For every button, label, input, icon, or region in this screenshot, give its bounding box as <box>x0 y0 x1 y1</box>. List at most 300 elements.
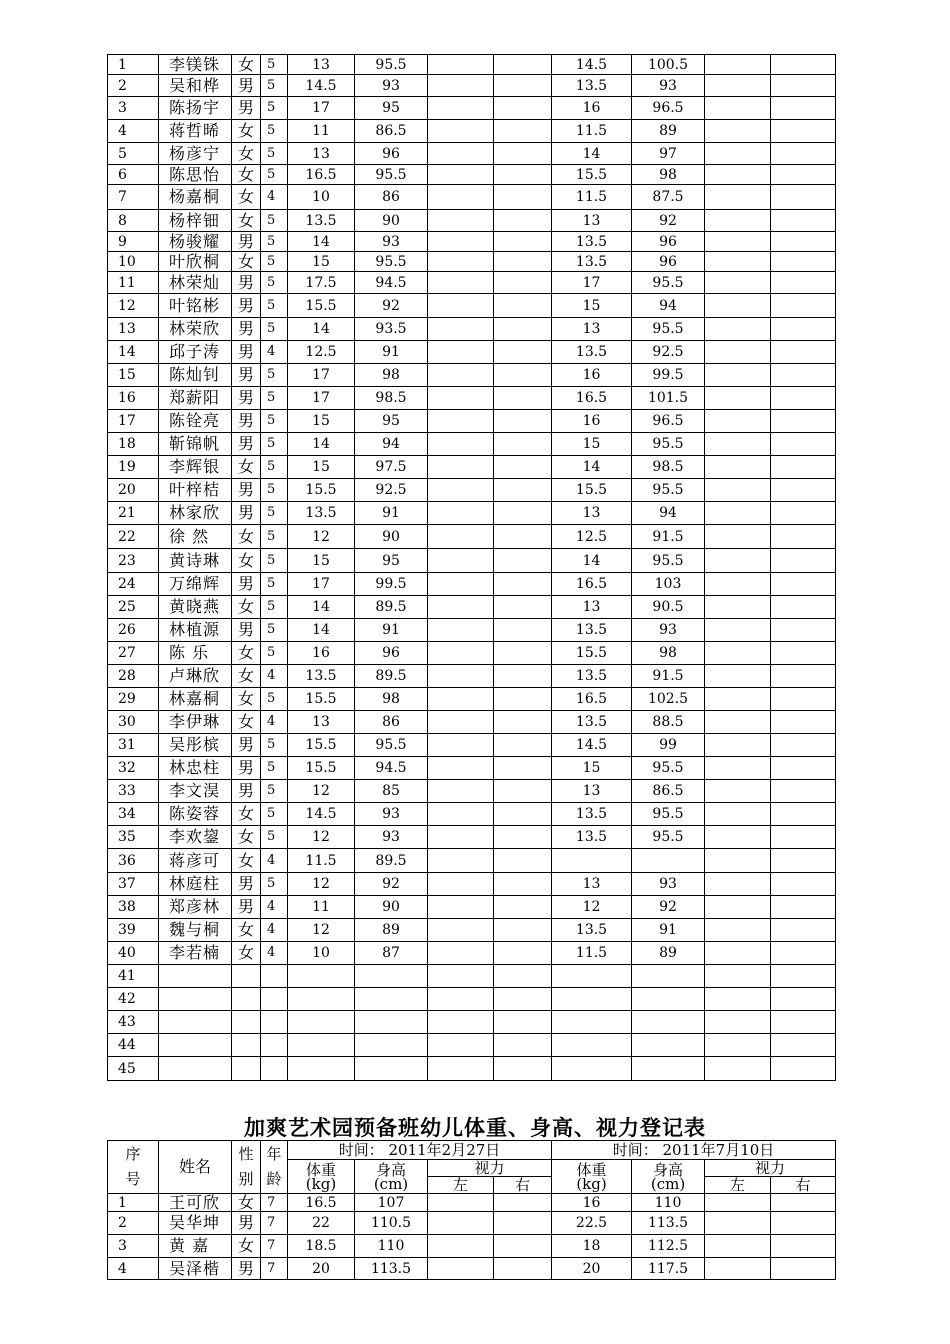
vision-right-feb <box>494 988 552 1011</box>
height-feb: 94.5 <box>355 272 428 294</box>
child-name: 叶梓桔 <box>159 479 232 502</box>
height-feb: 93 <box>355 803 428 826</box>
child-name: 吴彤槟 <box>159 734 232 757</box>
height-jul: 89 <box>632 942 705 965</box>
vision-right-feb <box>494 1057 552 1081</box>
height-jul: 95.5 <box>632 549 705 573</box>
header-weight-label: 体重 <box>305 1160 336 1179</box>
vision-left-jul <box>705 757 771 780</box>
weight-jul: 16 <box>552 364 632 387</box>
row-index: 39 <box>108 919 159 942</box>
weight-feb <box>288 1057 355 1081</box>
child-name: 蒋哲晞 <box>159 120 232 143</box>
height-feb: 94 <box>355 433 428 456</box>
header-time-1: 时间： 2011年2月27日 <box>288 1141 552 1160</box>
table-row <box>108 780 836 803</box>
child-sex: 男 <box>232 272 261 294</box>
child-sex: 女 <box>232 252 261 272</box>
vision-right-feb <box>494 341 552 364</box>
weight-jul: 13.5 <box>552 803 632 826</box>
header-age <box>261 1141 288 1194</box>
child-name: 林荣灿 <box>159 272 232 294</box>
vision-right-jul <box>771 387 836 410</box>
child-age: 5 <box>261 502 288 525</box>
child-sex: 男 <box>232 294 261 318</box>
table-2-title: 加爽艺术园预备班幼儿体重、身高、视力登记表 <box>244 1116 706 1140</box>
row-index: 40 <box>108 942 159 965</box>
vision-left-jul <box>705 55 771 75</box>
vision-right-feb <box>494 410 552 433</box>
vision-left-feb <box>428 1057 494 1081</box>
child-sex: 男 <box>232 757 261 780</box>
height-feb: 93 <box>355 75 428 97</box>
weight-feb: 20 <box>288 1258 355 1280</box>
height-jul: 117.5 <box>632 1258 705 1280</box>
registration-table-1 <box>107 54 836 1081</box>
height-jul: 99.5 <box>632 364 705 387</box>
row-index: 11 <box>108 272 159 294</box>
weight-jul: 13 <box>552 502 632 525</box>
vision-right-jul <box>771 525 836 549</box>
vision-left-jul <box>705 1034 771 1057</box>
vision-right-jul <box>771 252 836 272</box>
child-name: 吴华坤 <box>159 1212 232 1235</box>
vision-left-feb <box>428 433 494 456</box>
child-name <box>159 965 232 988</box>
child-age: 5 <box>261 387 288 410</box>
vision-left-feb <box>428 410 494 433</box>
vision-left-feb <box>428 919 494 942</box>
height-jul: 92 <box>632 896 705 919</box>
height-jul <box>632 1011 705 1034</box>
weight-feb: 15 <box>288 456 355 479</box>
header-age-top: 年 <box>266 1145 282 1163</box>
child-name: 杨彦宁 <box>159 143 232 165</box>
child-name <box>159 1057 232 1081</box>
height-jul: 94 <box>632 502 705 525</box>
table-row <box>108 757 836 780</box>
weight-feb: 14.5 <box>288 75 355 97</box>
vision-left-jul <box>705 143 771 165</box>
vision-left-feb <box>428 502 494 525</box>
vision-right-jul <box>771 433 836 456</box>
vision-right-feb <box>494 55 552 75</box>
height-feb: 97.5 <box>355 456 428 479</box>
vision-left-feb <box>428 318 494 341</box>
vision-left-feb <box>428 252 494 272</box>
vision-left-jul <box>705 165 771 185</box>
vision-left-feb <box>428 525 494 549</box>
table-row <box>108 120 836 143</box>
vision-right-jul <box>771 596 836 619</box>
vision-right-jul <box>771 410 836 433</box>
child-name: 陈 乐 <box>159 642 232 665</box>
child-name: 杨嘉桐 <box>159 185 232 210</box>
height-feb: 90 <box>355 896 428 919</box>
vision-left-feb <box>428 210 494 232</box>
child-name: 黄诗琳 <box>159 549 232 573</box>
vision-right-jul <box>771 1057 836 1081</box>
header-weight-unit: (kg) <box>305 1174 337 1193</box>
vision-right-jul <box>771 1011 836 1034</box>
weight-feb: 13.5 <box>288 210 355 232</box>
header-age-bottom: 龄 <box>266 1170 282 1188</box>
vision-left-feb <box>428 665 494 688</box>
child-sex: 女 <box>232 688 261 711</box>
child-age: 5 <box>261 210 288 232</box>
child-name: 林忠柱 <box>159 757 232 780</box>
weight-jul: 16 <box>552 410 632 433</box>
child-age: 5 <box>261 294 288 318</box>
weight-feb: 12 <box>288 873 355 896</box>
weight-feb: 11 <box>288 896 355 919</box>
height-feb: 85 <box>355 780 428 803</box>
vision-left-feb <box>428 341 494 364</box>
row-index: 15 <box>108 364 159 387</box>
child-name: 李若楠 <box>159 942 232 965</box>
height-jul: 95.5 <box>632 479 705 502</box>
weight-jul: 18 <box>552 1235 632 1258</box>
weight-jul <box>552 849 632 873</box>
vision-left-jul <box>705 1258 771 1280</box>
height-jul: 96 <box>632 252 705 272</box>
table-row <box>108 942 836 965</box>
height-feb: 89 <box>355 919 428 942</box>
weight-jul: 14 <box>552 456 632 479</box>
table-row <box>108 272 836 294</box>
weight-feb: 17.5 <box>288 272 355 294</box>
height-feb: 94.5 <box>355 757 428 780</box>
child-name <box>159 988 232 1011</box>
row-index: 30 <box>108 711 159 734</box>
height-jul <box>632 965 705 988</box>
vision-left-jul <box>705 849 771 873</box>
vision-left-jul <box>705 252 771 272</box>
child-sex: 男 <box>232 780 261 803</box>
height-jul <box>632 1057 705 1081</box>
weight-feb: 15.5 <box>288 294 355 318</box>
weight-feb: 17 <box>288 573 355 596</box>
weight-jul: 15 <box>552 757 632 780</box>
row-index: 5 <box>108 143 159 165</box>
child-age: 5 <box>261 873 288 896</box>
vision-left-feb <box>428 849 494 873</box>
row-index: 42 <box>108 988 159 1011</box>
height-jul: 110 <box>632 1194 705 1212</box>
vision-left-jul <box>705 185 771 210</box>
vision-right-jul <box>771 1258 836 1280</box>
height-feb: 92.5 <box>355 479 428 502</box>
vision-right-feb <box>494 573 552 596</box>
weight-feb <box>288 965 355 988</box>
child-name: 吴泽楷 <box>159 1258 232 1280</box>
row-index: 44 <box>108 1034 159 1057</box>
child-age: 5 <box>261 596 288 619</box>
row-index: 16 <box>108 387 159 410</box>
vision-right-feb <box>494 272 552 294</box>
height-feb: 87 <box>355 942 428 965</box>
vision-right-jul <box>771 120 836 143</box>
vision-right-jul <box>771 364 836 387</box>
vision-left-feb <box>428 1235 494 1258</box>
vision-right-jul <box>771 55 836 75</box>
height-jul: 94 <box>632 294 705 318</box>
vision-right-feb <box>494 479 552 502</box>
height-jul: 112.5 <box>632 1235 705 1258</box>
child-age: 5 <box>261 642 288 665</box>
child-sex: 女 <box>232 120 261 143</box>
table-row <box>108 573 836 596</box>
weight-feb: 10 <box>288 185 355 210</box>
child-name: 靳锦帆 <box>159 433 232 456</box>
weight-jul: 16 <box>552 1194 632 1212</box>
header-weight-1 <box>288 1160 355 1194</box>
vision-right-feb <box>494 873 552 896</box>
height-jul: 86.5 <box>632 780 705 803</box>
header-height-1 <box>355 1160 428 1194</box>
table-row <box>108 596 836 619</box>
weight-jul <box>552 965 632 988</box>
vision-right-feb <box>494 75 552 97</box>
weight-feb: 15 <box>288 410 355 433</box>
child-age: 5 <box>261 803 288 826</box>
header-height-label: 身高 <box>653 1160 684 1179</box>
table-row <box>108 1057 836 1081</box>
height-jul: 95.5 <box>632 757 705 780</box>
weight-jul <box>552 988 632 1011</box>
table-row <box>108 896 836 919</box>
table-row <box>108 185 836 210</box>
vision-left-feb <box>428 549 494 573</box>
weight-feb: 10 <box>288 942 355 965</box>
row-index: 6 <box>108 165 159 185</box>
weight-feb: 22 <box>288 1212 355 1235</box>
vision-left-feb <box>428 272 494 294</box>
vision-right-jul <box>771 826 836 849</box>
weight-jul: 15 <box>552 433 632 456</box>
vision-right-jul <box>771 318 836 341</box>
height-jul: 96.5 <box>632 410 705 433</box>
child-sex: 女 <box>232 711 261 734</box>
vision-left-jul <box>705 919 771 942</box>
vision-left-jul <box>705 272 771 294</box>
weight-jul <box>552 1011 632 1034</box>
child-sex: 女 <box>232 55 261 75</box>
height-feb: 98 <box>355 364 428 387</box>
table-row <box>108 210 836 232</box>
vision-right-jul <box>771 1034 836 1057</box>
table-row <box>108 803 836 826</box>
vision-left-jul <box>705 549 771 573</box>
table-row <box>108 341 836 364</box>
vision-left-feb <box>428 120 494 143</box>
row-index: 34 <box>108 803 159 826</box>
vision-right-feb <box>494 757 552 780</box>
height-feb: 86.5 <box>355 120 428 143</box>
vision-right-jul <box>771 143 836 165</box>
height-feb <box>355 1011 428 1034</box>
header-height-unit: (cm) <box>650 1174 686 1193</box>
table-row <box>108 988 836 1011</box>
height-feb: 107 <box>355 1194 428 1212</box>
child-age: 5 <box>261 573 288 596</box>
child-sex: 男 <box>232 479 261 502</box>
weight-feb: 17 <box>288 97 355 120</box>
vision-left-jul <box>705 456 771 479</box>
vision-right-jul <box>771 165 836 185</box>
vision-right-jul <box>771 272 836 294</box>
weight-jul: 16.5 <box>552 688 632 711</box>
vision-right-jul <box>771 896 836 919</box>
vision-right-feb <box>494 896 552 919</box>
weight-feb: 15.5 <box>288 688 355 711</box>
row-index: 4 <box>108 120 159 143</box>
weight-jul: 13.5 <box>552 619 632 642</box>
weight-feb: 17 <box>288 364 355 387</box>
vision-left-jul <box>705 873 771 896</box>
vision-right-feb <box>494 232 552 252</box>
vision-right-feb <box>494 97 552 120</box>
child-sex: 女 <box>232 596 261 619</box>
vision-right-jul <box>771 75 836 97</box>
weight-jul: 14 <box>552 143 632 165</box>
child-name: 叶铭彬 <box>159 294 232 318</box>
weight-feb: 11 <box>288 120 355 143</box>
height-jul: 103 <box>632 573 705 596</box>
child-sex: 女 <box>232 849 261 873</box>
child-sex <box>232 988 261 1011</box>
height-feb: 110 <box>355 1235 428 1258</box>
header-right-2: 右 <box>771 1177 836 1194</box>
vision-left-feb <box>428 642 494 665</box>
child-name: 林荣欣 <box>159 318 232 341</box>
height-feb: 96 <box>355 143 428 165</box>
vision-right-feb <box>494 525 552 549</box>
height-feb: 110.5 <box>355 1212 428 1235</box>
child-name: 杨骏耀 <box>159 232 232 252</box>
child-name: 万绵辉 <box>159 573 232 596</box>
height-feb: 99.5 <box>355 573 428 596</box>
weight-jul: 12 <box>552 896 632 919</box>
weight-jul: 13.5 <box>552 711 632 734</box>
child-age: 5 <box>261 549 288 573</box>
child-name: 陈姿蓉 <box>159 803 232 826</box>
child-name: 吴和桦 <box>159 75 232 97</box>
child-name: 王可欣 <box>159 1194 232 1212</box>
vision-right-feb <box>494 711 552 734</box>
child-age <box>261 988 288 1011</box>
vision-right-jul <box>771 1212 836 1235</box>
vision-right-jul <box>771 341 836 364</box>
weight-feb: 12 <box>288 525 355 549</box>
vision-right-feb <box>494 456 552 479</box>
weight-jul: 11.5 <box>552 120 632 143</box>
vision-right-feb <box>494 619 552 642</box>
vision-left-feb <box>428 1258 494 1280</box>
weight-jul: 16 <box>552 97 632 120</box>
vision-left-jul <box>705 573 771 596</box>
weight-jul: 13 <box>552 210 632 232</box>
child-name: 黄晓燕 <box>159 596 232 619</box>
weight-jul: 14.5 <box>552 734 632 757</box>
row-index: 18 <box>108 433 159 456</box>
weight-feb: 14 <box>288 232 355 252</box>
vision-right-jul <box>771 232 836 252</box>
row-index: 1 <box>108 55 159 75</box>
child-age <box>261 1034 288 1057</box>
header-sex-bottom: 别 <box>238 1170 254 1188</box>
vision-right-feb <box>494 165 552 185</box>
height-feb: 89.5 <box>355 849 428 873</box>
child-name: 李文淏 <box>159 780 232 803</box>
child-age: 4 <box>261 665 288 688</box>
table-row <box>108 665 836 688</box>
header-sex <box>232 1141 261 1194</box>
height-jul: 93 <box>632 75 705 97</box>
header-weight-label: 体重 <box>576 1160 607 1179</box>
height-jul: 91 <box>632 919 705 942</box>
height-jul: 91.5 <box>632 665 705 688</box>
vision-left-jul <box>705 410 771 433</box>
table-row <box>108 364 836 387</box>
child-sex: 男 <box>232 341 261 364</box>
row-index: 21 <box>108 502 159 525</box>
child-age: 5 <box>261 318 288 341</box>
vision-left-feb <box>428 596 494 619</box>
vision-left-feb <box>428 873 494 896</box>
child-name: 黄 嘉 <box>159 1235 232 1258</box>
child-sex <box>232 1011 261 1034</box>
weight-jul: 20 <box>552 1258 632 1280</box>
height-jul: 96.5 <box>632 97 705 120</box>
weight-jul: 13.5 <box>552 232 632 252</box>
vision-left-jul <box>705 1057 771 1081</box>
child-name: 李欢鋆 <box>159 826 232 849</box>
child-age: 7 <box>261 1258 288 1280</box>
vision-left-feb <box>428 456 494 479</box>
table-row <box>108 479 836 502</box>
height-jul: 95.5 <box>632 803 705 826</box>
height-jul: 98 <box>632 165 705 185</box>
child-sex: 女 <box>232 803 261 826</box>
vision-right-jul <box>771 757 836 780</box>
header-vision-1: 视力 <box>428 1160 552 1177</box>
height-feb: 98.5 <box>355 387 428 410</box>
child-age: 5 <box>261 364 288 387</box>
child-age: 5 <box>261 688 288 711</box>
vision-left-jul <box>705 525 771 549</box>
child-sex: 女 <box>232 919 261 942</box>
table-row <box>108 1194 836 1212</box>
weight-feb: 13 <box>288 55 355 75</box>
vision-right-feb <box>494 1235 552 1258</box>
vision-right-feb <box>494 318 552 341</box>
child-age: 5 <box>261 410 288 433</box>
height-jul: 101.5 <box>632 387 705 410</box>
row-index: 26 <box>108 619 159 642</box>
weight-jul: 15.5 <box>552 642 632 665</box>
vision-right-jul <box>771 965 836 988</box>
child-name: 邱子涛 <box>159 341 232 364</box>
weight-feb <box>288 1034 355 1057</box>
vision-left-feb <box>428 97 494 120</box>
vision-left-feb <box>428 988 494 1011</box>
weight-jul: 17 <box>552 272 632 294</box>
child-name <box>159 1034 232 1057</box>
vision-left-jul <box>705 988 771 1011</box>
vision-right-feb <box>494 185 552 210</box>
row-index: 7 <box>108 185 159 210</box>
